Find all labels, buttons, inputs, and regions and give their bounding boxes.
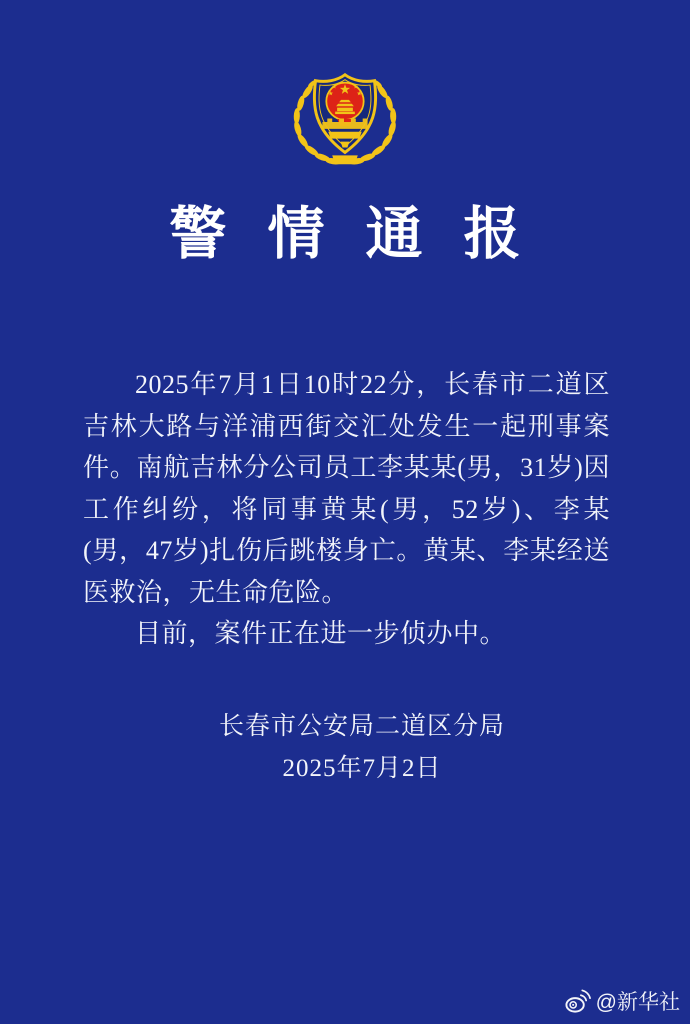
body-paragraph-2: 目前，案件正在进一步侦办中。 [135, 619, 507, 648]
signature-block [17, 706, 690, 790]
notice-title: 警情通报 [169, 203, 562, 266]
weibo-watermark [564, 986, 680, 1016]
police-badge-emblem [286, 60, 404, 168]
police-badge-icon [286, 60, 404, 168]
issue-date: 2025年7月2日 [282, 755, 442, 782]
body-paragraph-1: 2025年7月1日10时22分，长春市二道区吉林大路与洋浦西街交汇处发生一起刑事案件。南航吉林分公司员工李某某(男，31岁)因工作纠纷，将同事黄某(男，52岁)、李某(男，47岁)扎伤后跳楼身亡。黄某、李某经送医救治，无生命危险。 [83, 370, 610, 607]
weibo-icon [564, 988, 591, 1015]
issuing-authority: 长春市公安局二道区分局 [218, 713, 505, 740]
watermark-handle: @新华社 [595, 991, 680, 1014]
notice-body [83, 364, 610, 655]
